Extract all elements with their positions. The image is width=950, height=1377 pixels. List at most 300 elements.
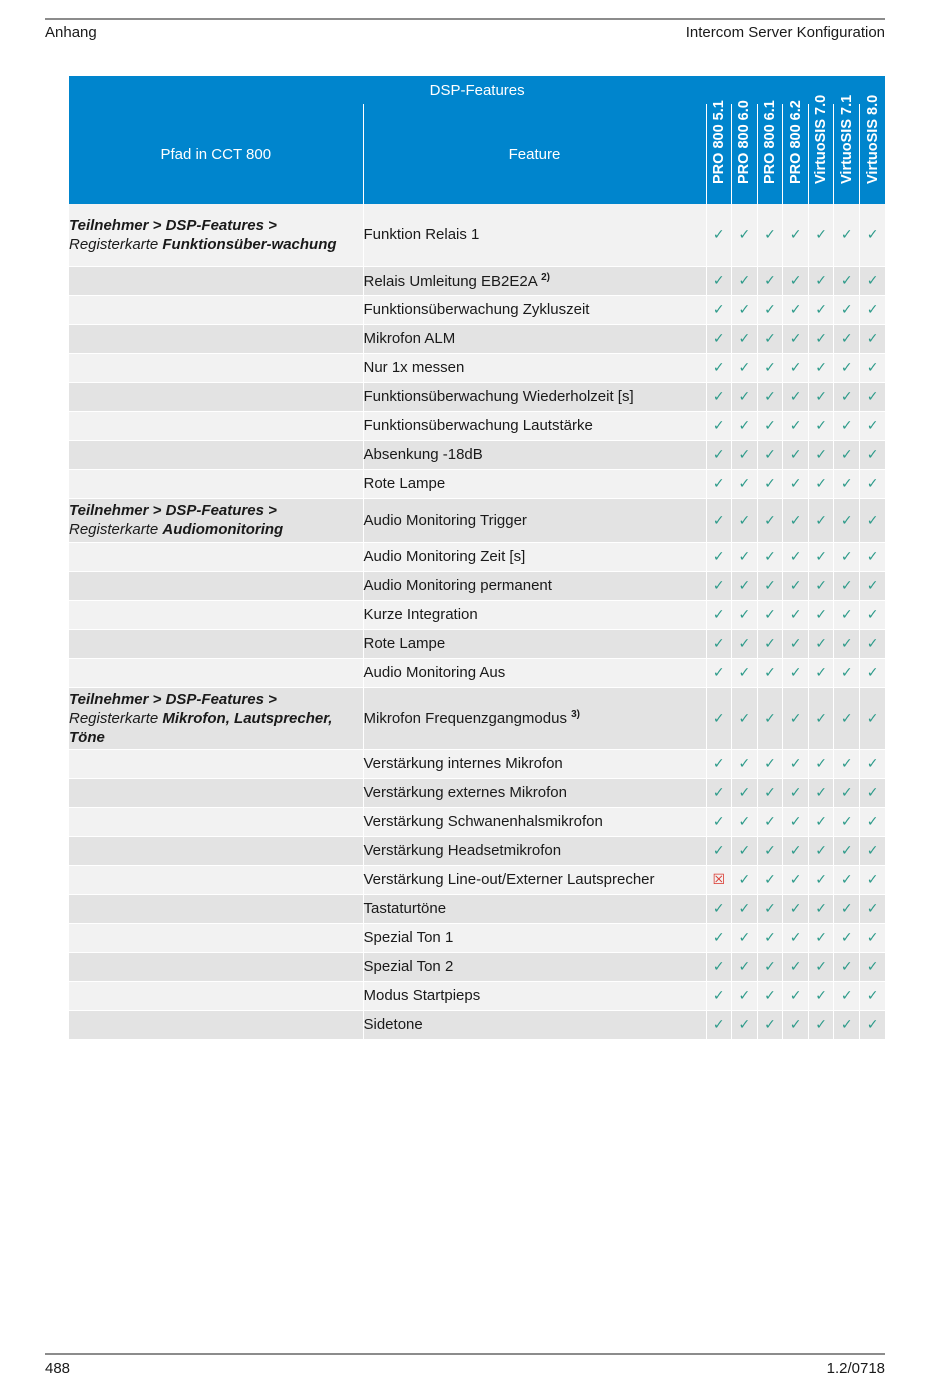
check-icon: ✓ bbox=[757, 836, 783, 865]
feature-name: Mikrofon Frequenzgangmodus bbox=[363, 710, 567, 727]
version-label: VirtuoSIS 7.0 bbox=[813, 94, 830, 184]
check-icon: ✓ bbox=[808, 923, 834, 952]
check-icon: ✓ bbox=[732, 778, 758, 807]
feature-cell bbox=[363, 571, 706, 600]
check-icon: ✓ bbox=[808, 952, 834, 981]
check-icon: ✓ bbox=[732, 382, 758, 411]
check-icon: ✓ bbox=[783, 295, 809, 324]
path-prefix: Registerkarte bbox=[69, 235, 163, 253]
check-icon: ✓ bbox=[706, 629, 732, 658]
check-icon: ✓ bbox=[757, 1010, 783, 1039]
feature-cell bbox=[363, 1010, 706, 1039]
feature-cell bbox=[363, 952, 706, 981]
table-row bbox=[69, 629, 885, 658]
check-icon: ✓ bbox=[757, 498, 783, 542]
table-row bbox=[69, 266, 885, 295]
check-icon: ✓ bbox=[860, 440, 886, 469]
check-icon: ✓ bbox=[706, 687, 732, 749]
feature-cell bbox=[363, 542, 706, 571]
feature-name: Funktionsüberwachung Zykluszeit bbox=[363, 301, 590, 318]
check-icon: ✓ bbox=[706, 836, 732, 865]
check-icon: ✓ bbox=[808, 836, 834, 865]
check-icon: ✓ bbox=[757, 952, 783, 981]
feature-cell bbox=[363, 204, 706, 266]
check-icon: ✓ bbox=[808, 600, 834, 629]
path-cell bbox=[69, 894, 363, 923]
table-row bbox=[69, 469, 885, 498]
check-icon: ✓ bbox=[757, 658, 783, 687]
path-cell bbox=[69, 266, 363, 295]
check-icon: ✓ bbox=[834, 440, 860, 469]
path-cell bbox=[69, 469, 363, 498]
feature-name: Verstärkung Line-out/Externer Lautsprecher bbox=[363, 871, 655, 888]
check-icon: ✓ bbox=[706, 498, 732, 542]
column-header-version bbox=[757, 100, 783, 204]
check-icon: ✓ bbox=[783, 923, 809, 952]
feature-cell bbox=[363, 382, 706, 411]
check-icon: ✓ bbox=[860, 204, 886, 266]
check-icon: ✓ bbox=[706, 382, 732, 411]
check-icon: ✓ bbox=[808, 382, 834, 411]
table-row bbox=[69, 658, 885, 687]
check-icon: ✓ bbox=[808, 440, 834, 469]
path-cell bbox=[69, 749, 363, 778]
feature-cell bbox=[363, 629, 706, 658]
feature-name: Verstärkung Schwanenhalsmikrofon bbox=[363, 813, 603, 830]
feature-cell bbox=[363, 836, 706, 865]
path-cell bbox=[69, 571, 363, 600]
feature-name: Funktionsüberwachung Wiederholzeit [s] bbox=[363, 388, 634, 405]
table-row bbox=[69, 894, 885, 923]
path-cell bbox=[69, 411, 363, 440]
check-icon: ✓ bbox=[732, 600, 758, 629]
check-icon: ✓ bbox=[732, 749, 758, 778]
check-icon: ✓ bbox=[706, 571, 732, 600]
table-row bbox=[69, 204, 885, 266]
table-row bbox=[69, 981, 885, 1010]
column-header-path: Pfad in CCT 800 bbox=[69, 104, 363, 204]
column-header-version bbox=[783, 100, 809, 204]
check-icon: ✓ bbox=[706, 266, 732, 295]
feature-cell bbox=[363, 353, 706, 382]
check-icon: ✓ bbox=[732, 629, 758, 658]
check-icon: ✓ bbox=[834, 658, 860, 687]
check-icon: ✓ bbox=[732, 687, 758, 749]
check-icon: ✓ bbox=[860, 923, 886, 952]
feature-name: Absenkung -18dB bbox=[363, 446, 483, 463]
check-icon: ✓ bbox=[860, 353, 886, 382]
feature-cell bbox=[363, 749, 706, 778]
check-icon: ✓ bbox=[757, 324, 783, 353]
check-icon: ✓ bbox=[834, 498, 860, 542]
check-icon: ✓ bbox=[706, 923, 732, 952]
table-row bbox=[69, 353, 885, 382]
feature-cell bbox=[363, 498, 706, 542]
footnote-marker: 3) bbox=[571, 709, 581, 720]
check-icon: ✓ bbox=[783, 865, 809, 894]
check-icon: ✓ bbox=[808, 749, 834, 778]
check-icon: ✓ bbox=[808, 411, 834, 440]
feature-cell bbox=[363, 894, 706, 923]
version-label: VirtuoSIS 7.1 bbox=[838, 94, 855, 184]
column-header-version bbox=[834, 94, 860, 204]
feature-name: Nur 1x messen bbox=[363, 359, 465, 376]
check-icon: ✓ bbox=[834, 324, 860, 353]
check-icon: ✓ bbox=[860, 952, 886, 981]
feature-cell bbox=[363, 807, 706, 836]
feature-name: Modus Startpieps bbox=[363, 987, 481, 1004]
check-icon: ✓ bbox=[732, 324, 758, 353]
check-icon: ✓ bbox=[732, 1010, 758, 1039]
check-icon: ✓ bbox=[808, 324, 834, 353]
check-icon: ✓ bbox=[706, 204, 732, 266]
feature-name: Relais Umleitung EB2E2A bbox=[363, 272, 537, 290]
check-icon: ✓ bbox=[808, 687, 834, 749]
check-icon: ✓ bbox=[732, 894, 758, 923]
check-icon: ✓ bbox=[860, 295, 886, 324]
feature-cell bbox=[363, 981, 706, 1010]
dsp-features-table bbox=[69, 76, 885, 1040]
check-icon: ✓ bbox=[808, 981, 834, 1010]
path-cell bbox=[69, 629, 363, 658]
path-cell bbox=[69, 865, 363, 894]
check-icon: ✓ bbox=[783, 266, 809, 295]
check-icon: ✓ bbox=[732, 353, 758, 382]
check-icon: ✓ bbox=[783, 498, 809, 542]
check-icon: ✓ bbox=[783, 981, 809, 1010]
feature-name: Sidetone bbox=[363, 1016, 423, 1033]
table-row bbox=[69, 542, 885, 571]
check-icon: ✓ bbox=[706, 807, 732, 836]
check-icon: ✓ bbox=[706, 778, 732, 807]
check-icon: ✓ bbox=[834, 807, 860, 836]
feature-name: Audio Monitoring permanent bbox=[363, 577, 552, 594]
check-icon: ✓ bbox=[706, 981, 732, 1010]
table-row bbox=[69, 324, 885, 353]
check-icon: ✓ bbox=[757, 411, 783, 440]
feature-name: Spezial Ton 1 bbox=[363, 929, 454, 946]
check-icon: ✓ bbox=[757, 440, 783, 469]
check-icon: ✓ bbox=[706, 952, 732, 981]
check-icon: ✓ bbox=[783, 952, 809, 981]
check-icon: ✓ bbox=[706, 658, 732, 687]
path-cell bbox=[69, 600, 363, 629]
column-header-version bbox=[808, 94, 834, 204]
table-row bbox=[69, 778, 885, 807]
feature-name: Rote Lampe bbox=[363, 635, 446, 652]
feature-cell bbox=[363, 324, 706, 353]
check-icon: ✓ bbox=[834, 894, 860, 923]
path-cell bbox=[69, 353, 363, 382]
check-icon: ✓ bbox=[706, 542, 732, 571]
version-label: PRO 800 5.1 bbox=[710, 100, 727, 184]
check-icon: ✓ bbox=[834, 981, 860, 1010]
column-header-version bbox=[732, 100, 758, 204]
check-icon: ✓ bbox=[834, 600, 860, 629]
feature-cell bbox=[363, 266, 706, 295]
check-icon: ✓ bbox=[808, 469, 834, 498]
path-cell bbox=[69, 382, 363, 411]
check-icon: ✓ bbox=[757, 778, 783, 807]
column-header-feature: Feature bbox=[363, 104, 706, 204]
feature-cell bbox=[363, 295, 706, 324]
check-icon: ✓ bbox=[732, 981, 758, 1010]
check-icon: ✓ bbox=[732, 836, 758, 865]
feature-cell bbox=[363, 469, 706, 498]
check-icon: ✓ bbox=[757, 353, 783, 382]
document-version: 1.2/0718 bbox=[826, 1360, 885, 1377]
check-icon: ✓ bbox=[783, 629, 809, 658]
path-cell bbox=[69, 498, 363, 542]
table-row bbox=[69, 836, 885, 865]
check-icon: ✓ bbox=[783, 658, 809, 687]
check-icon: ✓ bbox=[808, 658, 834, 687]
check-icon: ✓ bbox=[732, 571, 758, 600]
table-row bbox=[69, 749, 885, 778]
check-icon: ✓ bbox=[834, 542, 860, 571]
feature-name: Rote Lampe bbox=[363, 475, 446, 492]
check-icon: ✓ bbox=[808, 894, 834, 923]
check-icon: ✓ bbox=[757, 295, 783, 324]
column-header-version bbox=[860, 94, 886, 204]
path-tab-name: Audiomonitoring bbox=[162, 521, 284, 538]
table-row bbox=[69, 440, 885, 469]
version-label: PRO 800 6.2 bbox=[787, 100, 804, 184]
table-row bbox=[69, 295, 885, 324]
check-icon: ✓ bbox=[757, 981, 783, 1010]
check-icon: ✓ bbox=[860, 542, 886, 571]
check-icon: ✓ bbox=[757, 542, 783, 571]
table-row bbox=[69, 411, 885, 440]
check-icon: ✓ bbox=[860, 469, 886, 498]
check-icon: ✓ bbox=[860, 600, 886, 629]
version-label: PRO 800 6.1 bbox=[761, 100, 778, 184]
check-icon: ✓ bbox=[808, 542, 834, 571]
path-tab-name: Mikrofon, Lautsprecher, Töne bbox=[69, 709, 333, 746]
check-icon: ✓ bbox=[860, 629, 886, 658]
check-icon: ✓ bbox=[757, 204, 783, 266]
footnote-marker: 2) bbox=[541, 271, 551, 283]
check-icon: ✓ bbox=[834, 295, 860, 324]
check-icon: ✓ bbox=[834, 836, 860, 865]
check-icon: ✓ bbox=[706, 411, 732, 440]
path-cell bbox=[69, 1010, 363, 1039]
feature-name: Verstärkung internes Mikrofon bbox=[363, 755, 563, 772]
table-row bbox=[69, 923, 885, 952]
check-icon: ✓ bbox=[757, 894, 783, 923]
check-icon: ✓ bbox=[860, 981, 886, 1010]
check-icon: ✓ bbox=[860, 411, 886, 440]
check-icon: ✓ bbox=[834, 778, 860, 807]
header-section-title: Anhang bbox=[45, 24, 97, 41]
feature-name: Funktion Relais 1 bbox=[363, 226, 480, 244]
footer-rule bbox=[45, 1353, 885, 1355]
feature-name: Mikrofon ALM bbox=[363, 330, 456, 347]
check-icon: ✓ bbox=[860, 687, 886, 749]
check-icon: ✓ bbox=[732, 204, 758, 266]
table-row bbox=[69, 952, 885, 981]
table-row bbox=[69, 382, 885, 411]
path-cell bbox=[69, 295, 363, 324]
path-cell bbox=[69, 778, 363, 807]
check-icon: ✓ bbox=[834, 411, 860, 440]
check-icon: ✓ bbox=[860, 382, 886, 411]
check-icon: ✓ bbox=[860, 778, 886, 807]
check-icon: ✓ bbox=[808, 629, 834, 658]
feature-name: Audio Monitoring Zeit [s] bbox=[363, 548, 526, 565]
check-icon: ✓ bbox=[706, 469, 732, 498]
check-icon: ✓ bbox=[783, 600, 809, 629]
check-icon: ✓ bbox=[757, 266, 783, 295]
table-row bbox=[69, 807, 885, 836]
check-icon: ✓ bbox=[834, 865, 860, 894]
check-icon: ✓ bbox=[706, 295, 732, 324]
feature-name: Spezial Ton 2 bbox=[363, 958, 454, 975]
check-icon: ✓ bbox=[757, 382, 783, 411]
check-icon: ✓ bbox=[783, 353, 809, 382]
path-cell bbox=[69, 542, 363, 571]
check-icon: ✓ bbox=[706, 353, 732, 382]
path-tab-name: Funktionsüber-wachung bbox=[162, 235, 337, 253]
check-icon: ✓ bbox=[757, 571, 783, 600]
check-icon: ✓ bbox=[808, 807, 834, 836]
check-icon: ✓ bbox=[732, 411, 758, 440]
check-icon: ✓ bbox=[808, 778, 834, 807]
page-number: 488 bbox=[45, 1360, 71, 1377]
check-icon: ✓ bbox=[706, 1010, 732, 1039]
check-icon: ✓ bbox=[860, 658, 886, 687]
check-icon: ✓ bbox=[783, 807, 809, 836]
check-icon: ✓ bbox=[834, 629, 860, 658]
check-icon: ✓ bbox=[732, 440, 758, 469]
check-icon: ✓ bbox=[860, 498, 886, 542]
check-icon: ✓ bbox=[706, 894, 732, 923]
check-icon: ✓ bbox=[783, 836, 809, 865]
check-icon: ✓ bbox=[783, 469, 809, 498]
feature-cell bbox=[363, 411, 706, 440]
check-icon: ✓ bbox=[783, 204, 809, 266]
check-icon: ✓ bbox=[783, 542, 809, 571]
check-icon: ✓ bbox=[783, 778, 809, 807]
check-icon: ✓ bbox=[757, 865, 783, 894]
check-icon: ✓ bbox=[732, 865, 758, 894]
check-icon: ✓ bbox=[808, 266, 834, 295]
path-cell bbox=[69, 807, 363, 836]
check-icon: ✓ bbox=[834, 687, 860, 749]
path-cell bbox=[69, 952, 363, 981]
check-icon: ✓ bbox=[834, 266, 860, 295]
check-icon: ✓ bbox=[783, 1010, 809, 1039]
path-cell bbox=[69, 324, 363, 353]
check-icon: ✓ bbox=[783, 749, 809, 778]
table-row bbox=[69, 865, 885, 894]
check-icon: ✓ bbox=[834, 952, 860, 981]
check-icon: ✓ bbox=[808, 353, 834, 382]
feature-cell bbox=[363, 440, 706, 469]
check-icon: ✓ bbox=[732, 658, 758, 687]
feature-cell bbox=[363, 923, 706, 952]
feature-name: Tastaturtöne bbox=[363, 900, 447, 917]
feature-name: Verstärkung externes Mikrofon bbox=[363, 784, 567, 801]
check-icon: ✓ bbox=[860, 749, 886, 778]
feature-cell bbox=[363, 658, 706, 687]
check-icon: ✓ bbox=[783, 324, 809, 353]
check-icon: ✓ bbox=[808, 295, 834, 324]
version-label: VirtuoSIS 8.0 bbox=[864, 94, 881, 184]
check-icon: ✓ bbox=[757, 629, 783, 658]
check-icon: ✓ bbox=[808, 498, 834, 542]
check-icon: ✓ bbox=[783, 571, 809, 600]
check-icon: ✓ bbox=[732, 952, 758, 981]
check-icon: ✓ bbox=[783, 411, 809, 440]
path-cell bbox=[69, 440, 363, 469]
path-prefix: Registerkarte bbox=[69, 521, 163, 538]
table-row bbox=[69, 1010, 885, 1039]
check-icon: ✓ bbox=[808, 1010, 834, 1039]
header-rule bbox=[45, 18, 885, 20]
check-icon: ✓ bbox=[732, 807, 758, 836]
feature-cell bbox=[363, 687, 706, 749]
check-icon: ✓ bbox=[860, 266, 886, 295]
path-cell bbox=[69, 658, 363, 687]
check-icon: ✓ bbox=[834, 1010, 860, 1039]
check-icon: ✓ bbox=[783, 382, 809, 411]
path-cell bbox=[69, 836, 363, 865]
header-document-title: Intercom Server Konfiguration bbox=[685, 24, 885, 41]
check-icon: ✓ bbox=[757, 600, 783, 629]
table-row bbox=[69, 498, 885, 542]
path-breadcrumb: Teilnehmer > DSP-Features > bbox=[69, 216, 277, 234]
check-icon: ✓ bbox=[860, 1010, 886, 1039]
table-row bbox=[69, 571, 885, 600]
check-icon: ✓ bbox=[757, 687, 783, 749]
path-cell bbox=[69, 687, 363, 749]
check-icon: ✓ bbox=[808, 571, 834, 600]
check-icon: ✓ bbox=[860, 807, 886, 836]
check-icon: ✓ bbox=[732, 542, 758, 571]
check-icon: ✓ bbox=[706, 600, 732, 629]
check-icon: ✓ bbox=[808, 865, 834, 894]
check-icon: ✓ bbox=[834, 204, 860, 266]
check-icon: ✓ bbox=[783, 894, 809, 923]
check-icon: ✓ bbox=[834, 571, 860, 600]
check-icon: ✓ bbox=[808, 204, 834, 266]
check-icon: ✓ bbox=[757, 923, 783, 952]
path-cell bbox=[69, 204, 363, 266]
table-row bbox=[69, 600, 885, 629]
check-icon: ✓ bbox=[783, 687, 809, 749]
check-icon: ✓ bbox=[834, 923, 860, 952]
check-icon: ✓ bbox=[706, 749, 732, 778]
feature-name: Kurze Integration bbox=[363, 606, 478, 623]
check-icon: ✓ bbox=[834, 469, 860, 498]
check-icon: ✓ bbox=[706, 440, 732, 469]
path-breadcrumb: Teilnehmer > DSP-Features > bbox=[69, 502, 277, 519]
check-icon: ✓ bbox=[732, 266, 758, 295]
check-icon: ✓ bbox=[732, 498, 758, 542]
feature-cell bbox=[363, 778, 706, 807]
feature-name: Audio Monitoring Trigger bbox=[363, 511, 527, 529]
check-icon: ✓ bbox=[732, 923, 758, 952]
check-icon: ✓ bbox=[860, 865, 886, 894]
check-icon: ✓ bbox=[834, 382, 860, 411]
check-icon: ✓ bbox=[860, 324, 886, 353]
check-icon: ✓ bbox=[757, 807, 783, 836]
check-icon: ✓ bbox=[834, 749, 860, 778]
path-cell bbox=[69, 981, 363, 1010]
feature-name: Audio Monitoring Aus bbox=[363, 664, 506, 681]
path-cell bbox=[69, 923, 363, 952]
